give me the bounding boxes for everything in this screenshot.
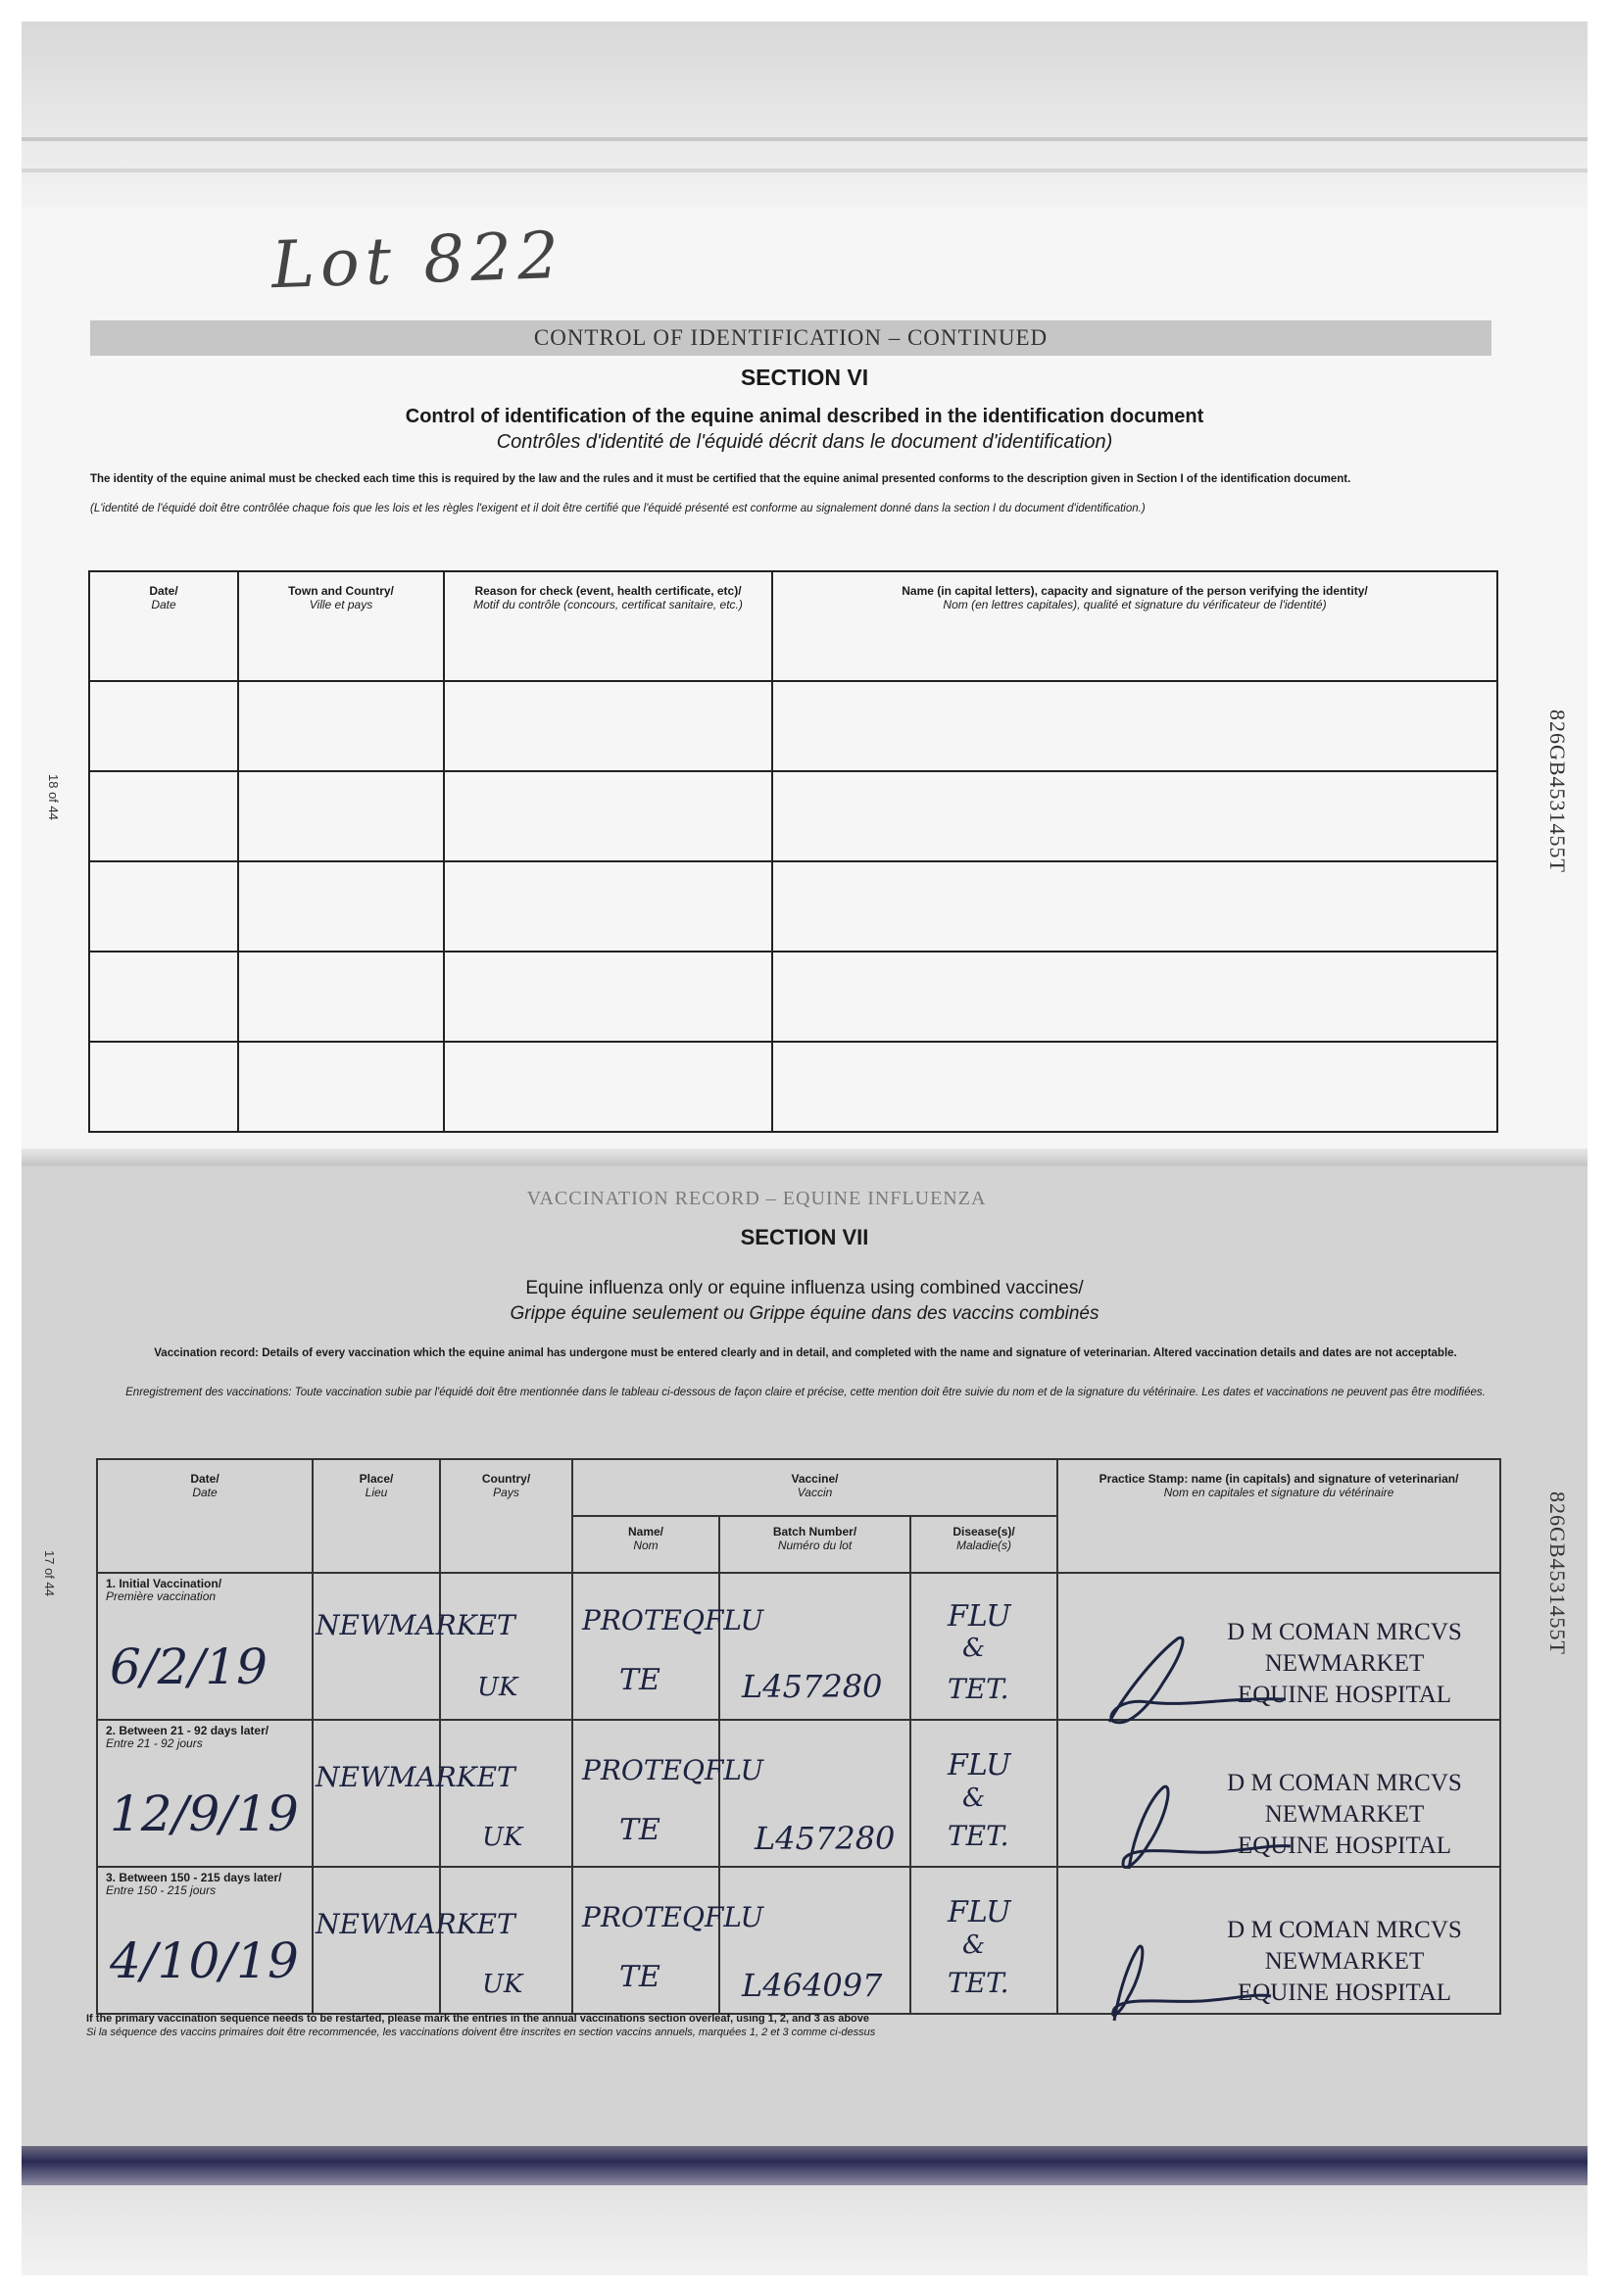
row1-vaccine-name-2: TE	[619, 1663, 660, 1697]
section7-band: VACCINATION RECORD – EQUINE INFLUENZA	[526, 1188, 987, 1209]
section6-title-en: Control of identification of the equine animal described in the identification document	[405, 406, 1204, 427]
table-cell[interactable]	[772, 1042, 1497, 1132]
table-cell[interactable]	[238, 771, 444, 861]
vax-col-name-header	[572, 1516, 719, 1573]
page-number-17: 17 of 44	[42, 1550, 57, 1596]
table-row	[89, 861, 1497, 952]
row2-disease-2: &	[962, 1783, 986, 1813]
vax-col-date-header	[97, 1459, 313, 1573]
row2-country: UK	[482, 1823, 523, 1852]
passport-number-lower: 826GB4531455T	[1545, 1491, 1570, 1655]
table-cell[interactable]	[444, 1042, 772, 1132]
vax-col-place-en: Place/	[359, 1472, 394, 1486]
row2-vet-signature	[1090, 1776, 1305, 1883]
row1-country: UK	[477, 1673, 518, 1702]
table-cell[interactable]	[444, 861, 772, 952]
vax-col-batch-fr: Numéro du lot	[777, 1539, 853, 1552]
col-date-header	[89, 571, 238, 681]
row3-vaccine-name-1: PROTEQFLU	[582, 1901, 764, 1933]
section7-title-fr: Grippe équine seulement ou Grippe équine dans des vaccins combinés	[510, 1303, 1099, 1324]
table-cell[interactable]	[444, 952, 772, 1042]
table-row	[89, 1042, 1497, 1132]
col-town-en: Town and Country/	[288, 584, 394, 598]
vax-col-disease-header	[910, 1516, 1057, 1573]
section7-footnote-en: If the primary vaccination sequence needs to be restarted, please mark the entries in the annual vaccinations section overleaf, using 1, 2, and 3 as above	[86, 2013, 870, 2025]
row2-stamp-line-2: NEWMARKET	[1264, 1801, 1425, 1828]
vax-col-name-en: Name/	[627, 1525, 664, 1539]
section6-title-fr: Contrôles d'identité de l'équidé décrit dans le document d'identification)	[496, 431, 1113, 453]
row1-disease-3: TET.	[948, 1673, 1009, 1705]
passport-number-upper: 826GB4531455T	[1545, 709, 1570, 873]
table-cell[interactable]	[772, 952, 1497, 1042]
vax-col-stamp-fr: Nom en capitales et signature du vétérinaire	[1163, 1486, 1394, 1499]
row3-stamp-line-2: NEWMARKET	[1264, 1948, 1425, 1975]
table-cell[interactable]	[313, 1720, 440, 1867]
identity-check-table	[88, 570, 1498, 1133]
row2-batch: L457280	[755, 1820, 896, 1857]
row1-stamp-line-1: D M COMAN MRCVS	[1227, 1619, 1462, 1645]
row1-vet-signature	[1090, 1629, 1305, 1736]
row3-label-en: 3. Between 150 - 215 days later/	[106, 1871, 282, 1884]
vax-col-batch-en: Batch Number/	[772, 1525, 857, 1539]
vax-col-disease-en: Disease(s)/	[953, 1525, 1015, 1539]
section7-label: SECTION VII	[740, 1225, 869, 1249]
table-cell[interactable]	[89, 952, 238, 1042]
table-cell[interactable]	[238, 681, 444, 771]
section7-footnote-fr: Si la séquence des vaccins primaires doit être recommencée, les vaccinations doivent être inscrites en section vaccins annuels, marquées 1, 2 et 3 comme ci-dessus	[86, 2027, 876, 2038]
row2-place: NEWMARKET	[316, 1761, 515, 1793]
row3-stamp-line-1: D M COMAN MRCVS	[1227, 1917, 1462, 1943]
col-reason-header	[444, 571, 772, 681]
vax-col-vaccine-header	[572, 1459, 1057, 1516]
row3-stamp-line-3: EQUINE HOSPITAL	[1237, 1979, 1452, 2006]
table-cell[interactable]	[89, 681, 238, 771]
row1-batch: L457280	[742, 1668, 883, 1705]
row2-label-en: 2. Between 21 - 92 days later/	[106, 1724, 269, 1737]
document-page	[22, 22, 1588, 2275]
section6-band: CONTROL OF IDENTIFICATION – CONTINUED	[90, 320, 1491, 356]
col-town-fr: Ville et pays	[309, 598, 373, 611]
vax-col-vaccine-en: Vaccine/	[791, 1472, 839, 1486]
col-reason-en: Reason for check (event, health certificate, etc)/	[474, 584, 742, 598]
row3-disease-1: FLU	[948, 1895, 1011, 1930]
table-cell[interactable]	[89, 861, 238, 952]
row1-date: 6/2/19	[110, 1638, 268, 1695]
row1-stamp-line-2: NEWMARKET	[1264, 1650, 1425, 1677]
row2-vaccine-name-2: TE	[619, 1813, 660, 1847]
table-cell[interactable]	[444, 681, 772, 771]
section6-intro-en: The identity of the equine animal must be checked each time this is required by the law and the rules and it must be certified that the equine animal presented conforms to the description given in Section I of the identification document.	[90, 473, 1351, 485]
row1-label-en: 1. Initial Vaccination/	[106, 1577, 222, 1590]
section6-label: SECTION VI	[740, 365, 869, 390]
handwritten-lot-number: Lot 822	[269, 217, 566, 304]
row2-stamp-line-3: EQUINE HOSPITAL	[1237, 1832, 1452, 1859]
vax-col-vaccine-fr: Vaccin	[797, 1486, 833, 1499]
col-reason-fr: Motif du contrôle (concours, certificat sanitaire, etc.)	[473, 598, 743, 611]
table-cell[interactable]	[238, 861, 444, 952]
row2-stamp-line-1: D M COMAN MRCVS	[1227, 1770, 1462, 1796]
table-cell[interactable]	[238, 1042, 444, 1132]
vax-col-name-fr: Nom	[633, 1539, 659, 1552]
vax-col-place-header	[313, 1459, 440, 1573]
table-row	[89, 681, 1497, 771]
table-cell[interactable]	[772, 861, 1497, 952]
col-name-header	[772, 571, 1497, 681]
row1-vaccine-name-1: PROTEQFLU	[582, 1604, 764, 1637]
section7-intro-fr: Enregistrement des vaccinations: Toute vaccination subie par l'équidé doit être mentionnée dans le tableau ci-dessous de façon claire et précise, cette mention doit être suivie du nom et de la signature du vétérinaire. Les dates et vaccinations ne peuvent pas être modifiées.	[125, 1387, 1486, 1398]
section7-title-en: Equine influenza only or equine influenza using combined vaccines/	[525, 1278, 1084, 1298]
row2-disease-3: TET.	[948, 1820, 1009, 1852]
row2-vaccine-name-1: PROTEQFLU	[582, 1754, 764, 1786]
row2-disease-1: FLU	[948, 1748, 1011, 1783]
col-date-fr: Date	[151, 598, 176, 611]
row1-disease-1: FLU	[948, 1599, 1011, 1634]
vax-col-country-en: Country/	[481, 1472, 531, 1486]
row3-date: 4/10/19	[110, 1932, 299, 1989]
row1-place: NEWMARKET	[316, 1609, 515, 1641]
table-cell[interactable]	[89, 771, 238, 861]
row3-country: UK	[482, 1970, 523, 1999]
scan-bottom-area	[22, 2185, 1588, 2275]
row3-batch: L464097	[742, 1967, 883, 2004]
row3-disease-2: &	[962, 1930, 986, 1960]
vax-col-disease-fr: Maladie(s)	[956, 1539, 1012, 1552]
vax-col-country-header	[440, 1459, 572, 1573]
table-row	[89, 952, 1497, 1042]
vax-col-stamp-header	[1057, 1459, 1500, 1573]
table-cell[interactable]	[313, 1867, 440, 2014]
section6-intro-fr: (L'identité de l'équidé doit être contrôlée chaque fois que les lois et les règles l'exigent et il doit être certifié que l'équidé présenté est conforme au signalement donné dans la section I du document d'identification.)	[90, 503, 1146, 514]
vax-col-date-fr: Date	[192, 1486, 218, 1499]
row3-label-fr: Entre 150 - 215 jours	[106, 1883, 217, 1897]
vax-col-place-fr: Lieu	[365, 1486, 388, 1499]
row1-stamp-line-3: EQUINE HOSPITAL	[1237, 1682, 1452, 1708]
vax-col-country-fr: Pays	[493, 1486, 519, 1499]
scan-bottom-band	[22, 2146, 1588, 2185]
row1-disease-2: &	[962, 1634, 986, 1663]
vax-col-stamp-en: Practice Stamp: name (in capitals) and signature of veterinarian/	[1099, 1472, 1459, 1486]
table-cell[interactable]	[89, 1042, 238, 1132]
table-cell[interactable]	[772, 681, 1497, 771]
table-cell[interactable]	[313, 1573, 440, 1720]
table-cell[interactable]	[238, 952, 444, 1042]
row3-place: NEWMARKET	[316, 1908, 515, 1940]
page-number-18: 18 of 44	[46, 774, 61, 820]
table-cell[interactable]	[772, 771, 1497, 861]
row2-date: 12/9/19	[110, 1785, 299, 1842]
table-cell[interactable]	[444, 771, 772, 861]
scan-top-band	[22, 22, 1588, 208]
row1-label-fr: Première vaccination	[106, 1589, 217, 1603]
row3-disease-3: TET.	[948, 1967, 1009, 1999]
vax-col-batch-header	[719, 1516, 910, 1573]
row2-label-fr: Entre 21 - 92 jours	[106, 1736, 203, 1750]
table-cell[interactable]	[572, 1573, 719, 1720]
row3-vaccine-name-2: TE	[619, 1960, 660, 1994]
col-date-en: Date/	[149, 584, 178, 598]
vax-col-date-en: Date/	[190, 1472, 220, 1486]
table-row	[89, 771, 1497, 861]
col-town-header	[238, 571, 444, 681]
section7-intro-en: Vaccination record: Details of every vaccination which the equine animal has undergone must be entered clearly and in detail, and completed with the name and signature of veterinarian. Altered vaccination details and dates are not acceptable.	[154, 1347, 1457, 1359]
col-name-fr: Nom (en lettres capitales), qualité et signature du vérificateur de l'identité)	[943, 598, 1327, 611]
col-name-en: Name (in capital letters), capacity and signature of the person verifying the identity/	[902, 584, 1368, 598]
